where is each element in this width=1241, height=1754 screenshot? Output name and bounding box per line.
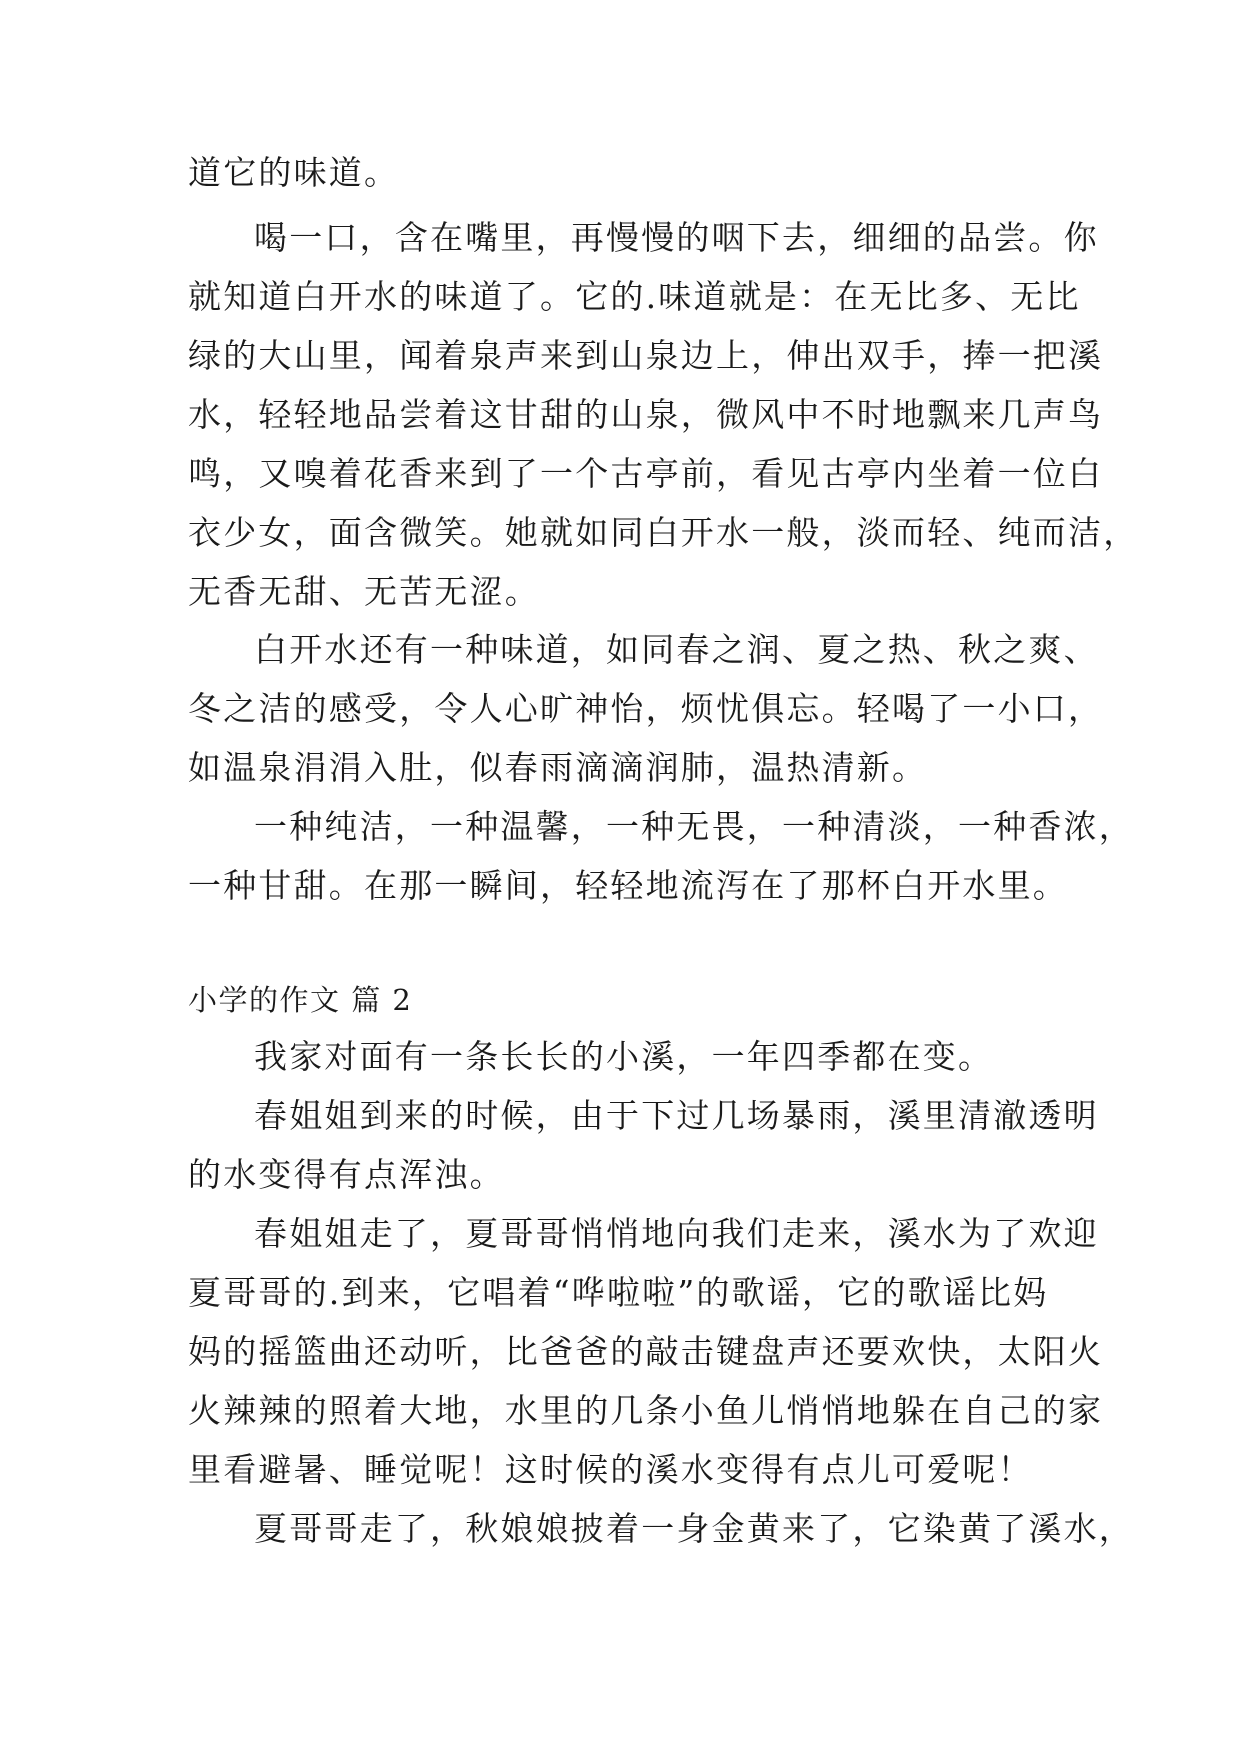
paragraph-line: 衣少女，面含微笑。她就如同白开水一般，淡而轻、纯而洁， bbox=[188, 513, 1139, 552]
paragraph-line: 无香无甜、无苦无涩。 bbox=[188, 572, 540, 611]
paragraph-line: 道它的味道。 bbox=[188, 153, 400, 192]
paragraph-line: 的水变得有点浑浊。 bbox=[188, 1155, 505, 1194]
section-heading: 小学的作文 篇 2 bbox=[188, 983, 413, 1017]
paragraph-line: 鸣，又嗅着花香来到了一个古亭前，看见古亭内坐着一位白 bbox=[188, 454, 1104, 493]
paragraph-line: 火辣辣的照着大地，水里的几条小鱼儿悄悄地躲在自己的家 bbox=[188, 1391, 1104, 1430]
paragraph-line: 里看避暑、睡觉呢！这时候的溪水变得有点儿可爱呢！ bbox=[188, 1450, 1033, 1489]
paragraph-line: 春姐姐走了，夏哥哥悄悄地向我们走来，溪水为了欢迎 bbox=[254, 1214, 1099, 1253]
paragraph-line: 绿的大山里，闻着泉声来到山泉边上，伸出双手，捧一把溪 bbox=[188, 336, 1104, 375]
paragraph-line: 冬之洁的感受，令人心旷神怡，烦忧俱忘。轻喝了一小口， bbox=[188, 689, 1104, 728]
paragraph-line: 夏哥哥走了，秋娘娘披着一身金黄来了，它染黄了溪水， bbox=[254, 1509, 1134, 1548]
paragraph-line: 一种甘甜。在那一瞬间，轻轻地流泻在了那杯白开水里。 bbox=[188, 866, 1068, 905]
paragraph-line: 喝一口，含在嘴里，再慢慢的咽下去，细细的品尝。你 bbox=[254, 218, 1099, 257]
paragraph-line: 春姐姐到来的时候，由于下过几场暴雨，溪里清澈透明 bbox=[254, 1096, 1099, 1135]
paragraph-line: 如温泉涓涓入肚，似春雨滴滴润肺，温热清新。 bbox=[188, 748, 928, 787]
paragraph-line: 白开水还有一种味道，如同春之润、夏之热、秋之爽、 bbox=[254, 630, 1099, 669]
paragraph-line: 妈的摇篮曲还动听，比爸爸的敲击键盘声还要欢快，太阳火 bbox=[188, 1332, 1104, 1371]
paragraph-line: 一种纯洁，一种温馨，一种无畏，一种清淡，一种香浓， bbox=[254, 807, 1134, 846]
paragraph-line: 我家对面有一条长长的小溪，一年四季都在变。 bbox=[254, 1037, 994, 1076]
paragraph-line: 就知道白开水的味道了。它的.味道就是：在无比多、无比 bbox=[188, 277, 1081, 316]
paragraph-line: 水，轻轻地品尝着这甘甜的山泉，微风中不时地飘来几声鸟 bbox=[188, 395, 1104, 434]
paragraph-line: 夏哥哥的.到来，它唱着“哗啦啦”的歌谣，它的歌谣比妈 bbox=[188, 1273, 1049, 1312]
